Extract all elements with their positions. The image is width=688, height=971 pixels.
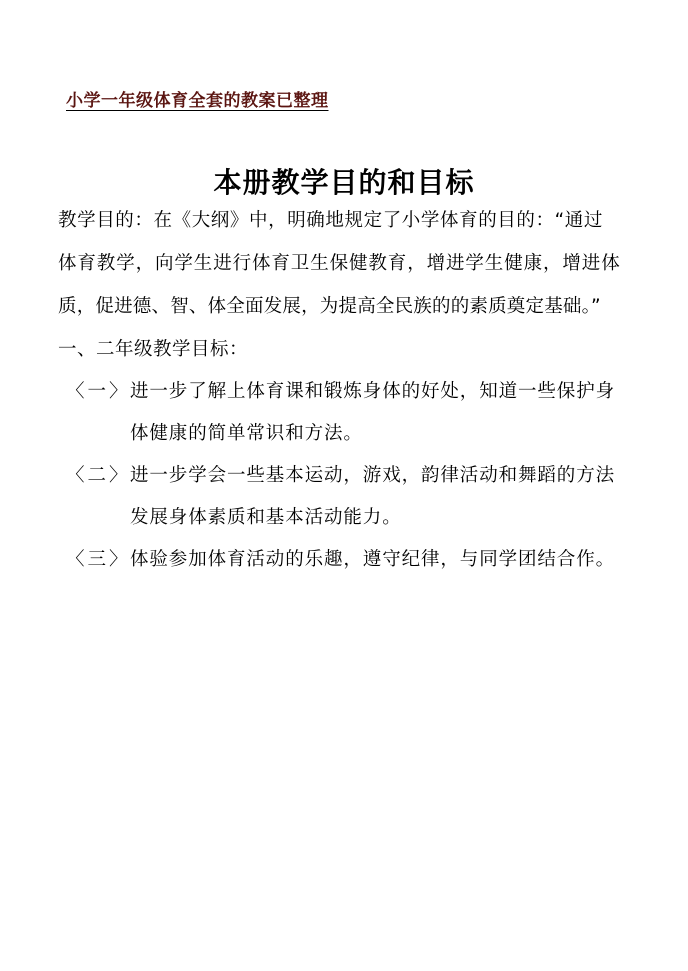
section-heading: 一、二年级教学目标： <box>58 339 249 360</box>
goal-1-label: 〈一〉 <box>66 381 131 402</box>
goal-2-label: 〈二〉 <box>66 465 131 486</box>
page-title: 本册教学目的和目标 <box>213 166 475 199</box>
goal-2-line-2: 发展身体素质和基本活动能力。 <box>130 507 402 528</box>
purpose-line-3: 质，促进德、智、体全面发展，为提高全民族的的素质奠定基础。” <box>58 296 601 317</box>
goal-3-label: 〈三〉 <box>66 549 131 570</box>
goal-1-line-2: 体健康的简单常识和方法。 <box>130 423 363 444</box>
purpose-line-2: 体育教学，向学生进行体育卫生保健教育，增进学生健康，增进体 <box>58 253 621 274</box>
goal-3-line-1: 体验参加体育活动的乐趣，遵守纪律，与同学团结合作。 <box>130 549 616 570</box>
goal-2-line-1: 进一步学会一些基本运动，游戏，韵律活动和舞蹈的方法 <box>130 465 616 486</box>
goal-1-line-1: 进一步了解上体育课和锻炼身体的好处，知道一些保护身 <box>130 381 616 402</box>
header-note: 小学一年级体育全套的教案已整理 <box>66 91 329 111</box>
purpose-line-1: 教学目的：在《大纲》中，明确地规定了小学体育的目的：“通过 <box>58 210 603 231</box>
